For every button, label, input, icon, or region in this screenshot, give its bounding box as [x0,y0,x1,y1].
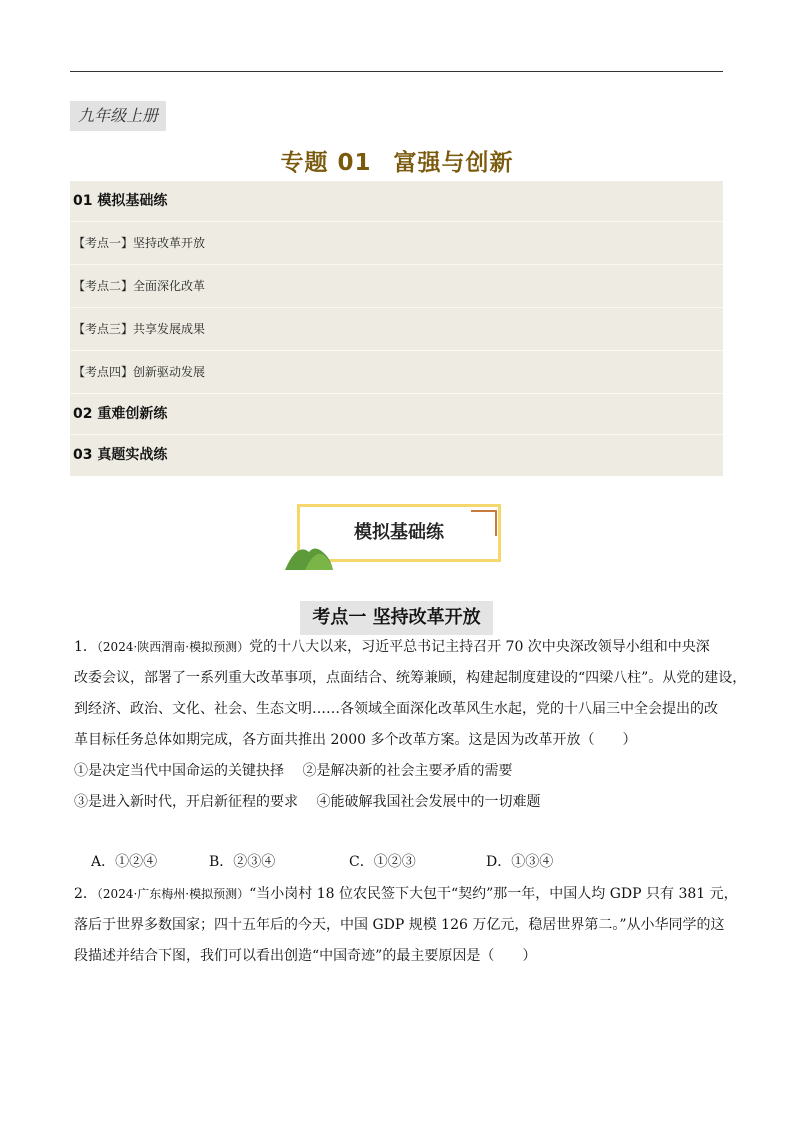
question-1-options [91,851,553,873]
toc-item[interactable]: 【考点一】坚持改革开放 [70,222,723,265]
toc-item[interactable]: 01 模拟基础练 [70,181,723,222]
question-2: 2．（2024·广东梅州·模拟预测）“当小岗村 18 位农民签下大包干“契约”那一年，中国人均 GDP 只有 381 元， 落后于世界多数国家；四十五年后的今天，中国 GDP 规模 126 万亿元，稳居世界第二。”从小华同学的这 段描述并结合下图，我们可以看出创造“中国奇迹”的最主要原因是（ ） [74,886,738,964]
toc-item[interactable]: 【考点二】全面深化改革 [70,265,723,308]
banner-label: 模拟基础练 [354,522,444,543]
option-b[interactable]: B．②③④ [209,854,276,870]
question-1: 1．（2024·陕西渭南·模拟预测）党的十八大以来，习近平总书记主持召开 70 次中央深改领导小组和中央深 改委会议，部署了一系列重大改革事项，点面结合、统筹兼顾，构建起制度建设的“四梁八柱”。从党的建设， 到经济、政治、文化、社会、生态文明……各领域全面深化改革风生水起，党的十八届三中全会提出的改 革目标任务总体如期完成，各方面共推出 2000 多个改革方案。这是因为改革开放（ ） ①是决定当代中国命运的关键抉择 ②是解决新的社会主要矛盾的需要 ③是进入新时代，开启新征程的要求 ④能破解我国社会发展中的一切难题 [74,639,747,810]
page-title [0,144,794,177]
toc-item[interactable]: 02 重难创新练 [70,394,723,435]
toc-item[interactable]: 【考点四】创新驱动发展 [70,351,723,394]
table-of-contents [70,181,723,476]
option-a[interactable]: A．①②④ [91,854,158,870]
toc-item[interactable]: 03 真题实战练 [73,447,168,463]
question-source: （2024·陕西渭南·模拟预测） [96,640,250,654]
hill-icon [285,538,335,570]
title-prefix: 专题 01 [280,150,372,176]
question-source: （2024·广东梅州·模拟预测） [96,887,250,901]
grade-tag: 九年级上册 [70,101,166,131]
question-number: 2． [74,886,97,902]
option-c[interactable]: C．①②③ [349,854,416,870]
section-banner [285,502,507,570]
question-number: 1． [74,639,97,655]
option-d[interactable]: D．①③④ [486,854,554,870]
header-rule [70,71,723,72]
title-text: 富强与创新 [393,150,514,176]
knowledge-point-title: 考点一 坚持改革开放 [300,601,493,635]
toc-item[interactable]: 【考点三】共享发展成果 [70,308,723,351]
